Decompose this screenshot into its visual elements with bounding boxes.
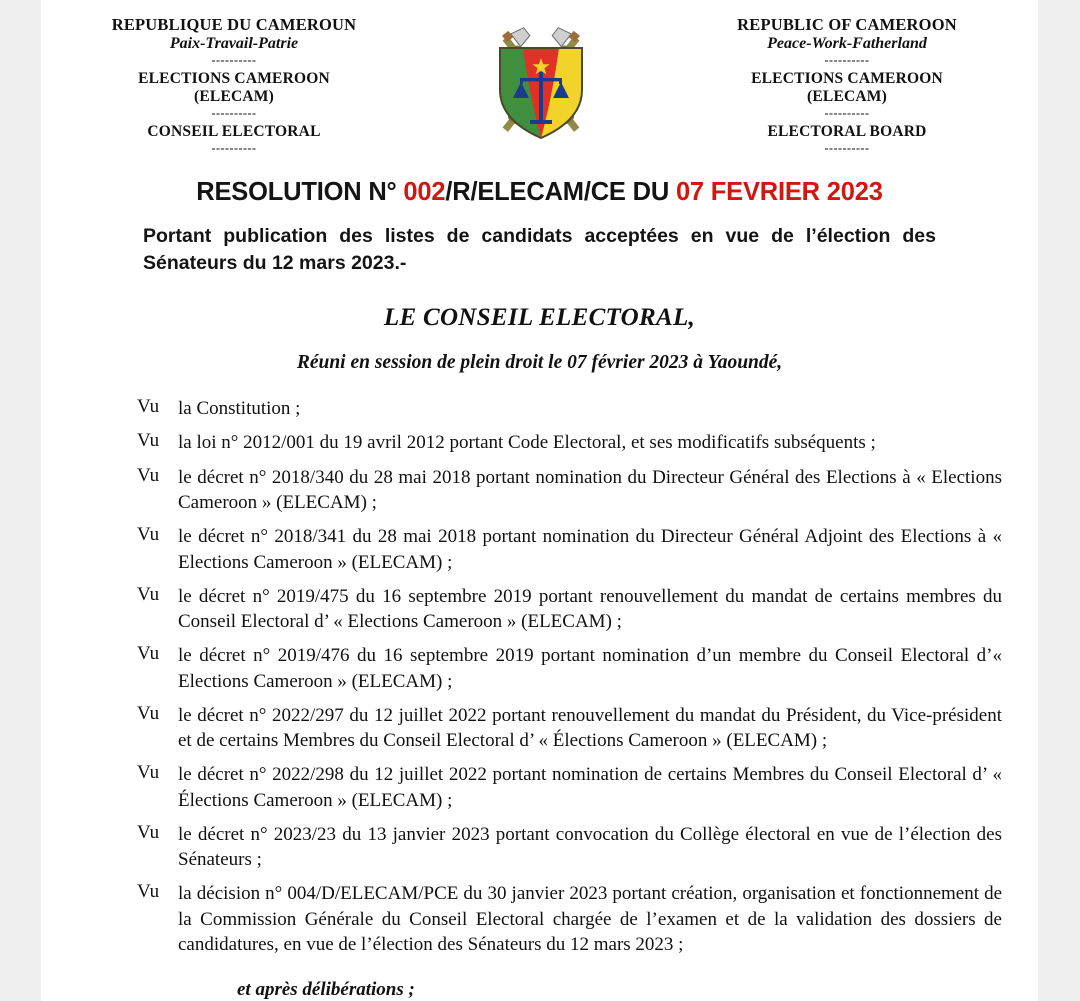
resolution-object <box>133 223 946 278</box>
resolution-title-prefix: RESOLUTION N° <box>196 177 404 206</box>
dash-separator: ---------- <box>824 140 870 155</box>
consideration-text: la Constitution ; <box>178 398 301 420</box>
vu-label: Vu <box>137 464 160 486</box>
resolution-object-line-1: Portant publication des listes de candidats acceptées en vue de <box>143 224 794 247</box>
consideration-item <box>63 465 1016 516</box>
consideration-text: le décret n° 2019/475 du 16 septembre 2019 portant renouvellement du mandat de certains membres du Conseil Electoral d’ « Elections Cameroon » (ELECAM) ; <box>178 585 1002 633</box>
emblem-container <box>466 16 616 148</box>
vu-label: Vu <box>137 643 160 665</box>
masthead-french-block <box>63 16 399 158</box>
vu-label: Vu <box>137 702 160 724</box>
dash-separator: ---------- <box>211 53 257 68</box>
resolution-object-line-2: l’élection des Sénateurs du 12 mars 2023.- <box>143 224 936 275</box>
vu-label: Vu <box>137 524 160 546</box>
document-masthead <box>41 0 1038 158</box>
vu-label: Vu <box>137 583 160 605</box>
vu-label: Vu <box>137 881 160 903</box>
country-name-fr: REPUBLIQUE DU CAMEROUN <box>111 15 357 34</box>
consideration-item <box>63 524 1016 575</box>
vu-label: Vu <box>137 430 160 452</box>
country-motto-en: Peace-Work-Fatherland <box>767 34 927 52</box>
consideration-text: le décret n° 2018/341 du 28 mai 2018 portant nomination du Directeur Général Adjoint des Elections à « Elections Cameroon » (ELECAM) ; <box>178 526 1002 573</box>
consideration-item <box>63 703 1016 754</box>
title-block <box>41 158 1038 374</box>
country-motto-fr: Paix-Travail-Patrie <box>169 34 299 52</box>
consideration-text: le décret n° 2018/340 du 28 mai 2018 portant nomination du Directeur Général des Elections à « Elections Cameroon » (ELECAM) ; <box>178 466 1002 513</box>
consideration-text: le décret n° 2022/297 du 12 juillet 2022 portant renouvellement du mandat du Président, du Vice-président et de certains Membres du Conseil Electoral d’ « Élections Cameroon » (ELECAM) ; <box>178 704 1002 752</box>
vu-label: Vu <box>137 762 160 784</box>
vu-label: Vu <box>137 821 160 843</box>
dash-separator: ---------- <box>824 53 870 68</box>
organisation-name-fr: ELECTIONS CAMEROON <box>138 70 330 88</box>
consideration-text: le décret n° 2022/298 du 12 juillet 2022 portant nomination de certains Membres du Conseil Electoral d’ « Élections Cameroon » (ELECAM) ; <box>178 764 1002 811</box>
resolution-date: 07 FEVRIER 2023 <box>675 177 883 206</box>
organisation-name-en: ELECTIONS CAMEROON <box>751 70 943 88</box>
masthead-english-block <box>682 16 1016 158</box>
country-name-en: REPUBLIC OF CAMEROON <box>737 15 957 34</box>
consideration-text: la décision n° 004/D/ELECAM/PCE du 30 janvier 2023 portant création, organisation et fonctionnement de la Commission Générale du Conseil Electoral chargée de l’examen et de la validation des dossiers de candidatures, en vue de l’élection des Sénateurs du 12 mars 2023 ; <box>178 883 1002 955</box>
resolution-title <box>133 178 946 207</box>
consideration-item <box>63 643 1016 694</box>
resolution-number: 002 <box>403 177 446 206</box>
organisation-abbr-fr: (ELECAM) <box>194 88 274 106</box>
consideration-item <box>63 396 1016 421</box>
organisation-abbr-en: (ELECAM) <box>807 88 887 106</box>
vu-label: Vu <box>137 396 160 418</box>
consideration-text: la loi n° 2012/001 du 19 avril 2012 portant Code Electoral, et ses modificatifs subséquents ; <box>178 432 876 454</box>
considerations-list <box>41 396 1038 1001</box>
dash-separator: ---------- <box>824 105 870 120</box>
consideration-item <box>63 822 1016 873</box>
consideration-text: le décret n° 2023/23 du 13 janvier 2023 portant convocation du Collège électoral en vue de l’élection des Sénateurs ; <box>178 823 1002 871</box>
session-statement: Réuni en session de plein droit le 07 février 2023 à Yaoundé, <box>296 352 783 374</box>
consideration-text: le décret n° 2019/476 du 16 septembre 2019 portant nomination d’un membre du Conseil Electoral d’« Elections Cameroon » (ELECAM) ; <box>178 645 1002 692</box>
body-name-en: ELECTORAL BOARD <box>767 122 927 140</box>
issuing-body-heading: LE CONSEIL ELECTORAL, <box>383 304 696 332</box>
dash-separator: ---------- <box>211 140 257 155</box>
consideration-item <box>63 430 1016 455</box>
cameroon-coat-of-arms-icon <box>480 20 602 148</box>
consideration-item <box>63 584 1016 635</box>
consideration-item <box>63 881 1016 957</box>
deliberation-statement: et après délibérations ; <box>237 979 415 1001</box>
document-page <box>41 0 1038 1001</box>
body-name-fr: CONSEIL ELECTORAL <box>147 122 321 140</box>
consideration-item <box>63 762 1016 813</box>
dash-separator: ---------- <box>211 105 257 120</box>
resolution-title-middle: /R/ELECAM/CE DU <box>445 177 676 206</box>
